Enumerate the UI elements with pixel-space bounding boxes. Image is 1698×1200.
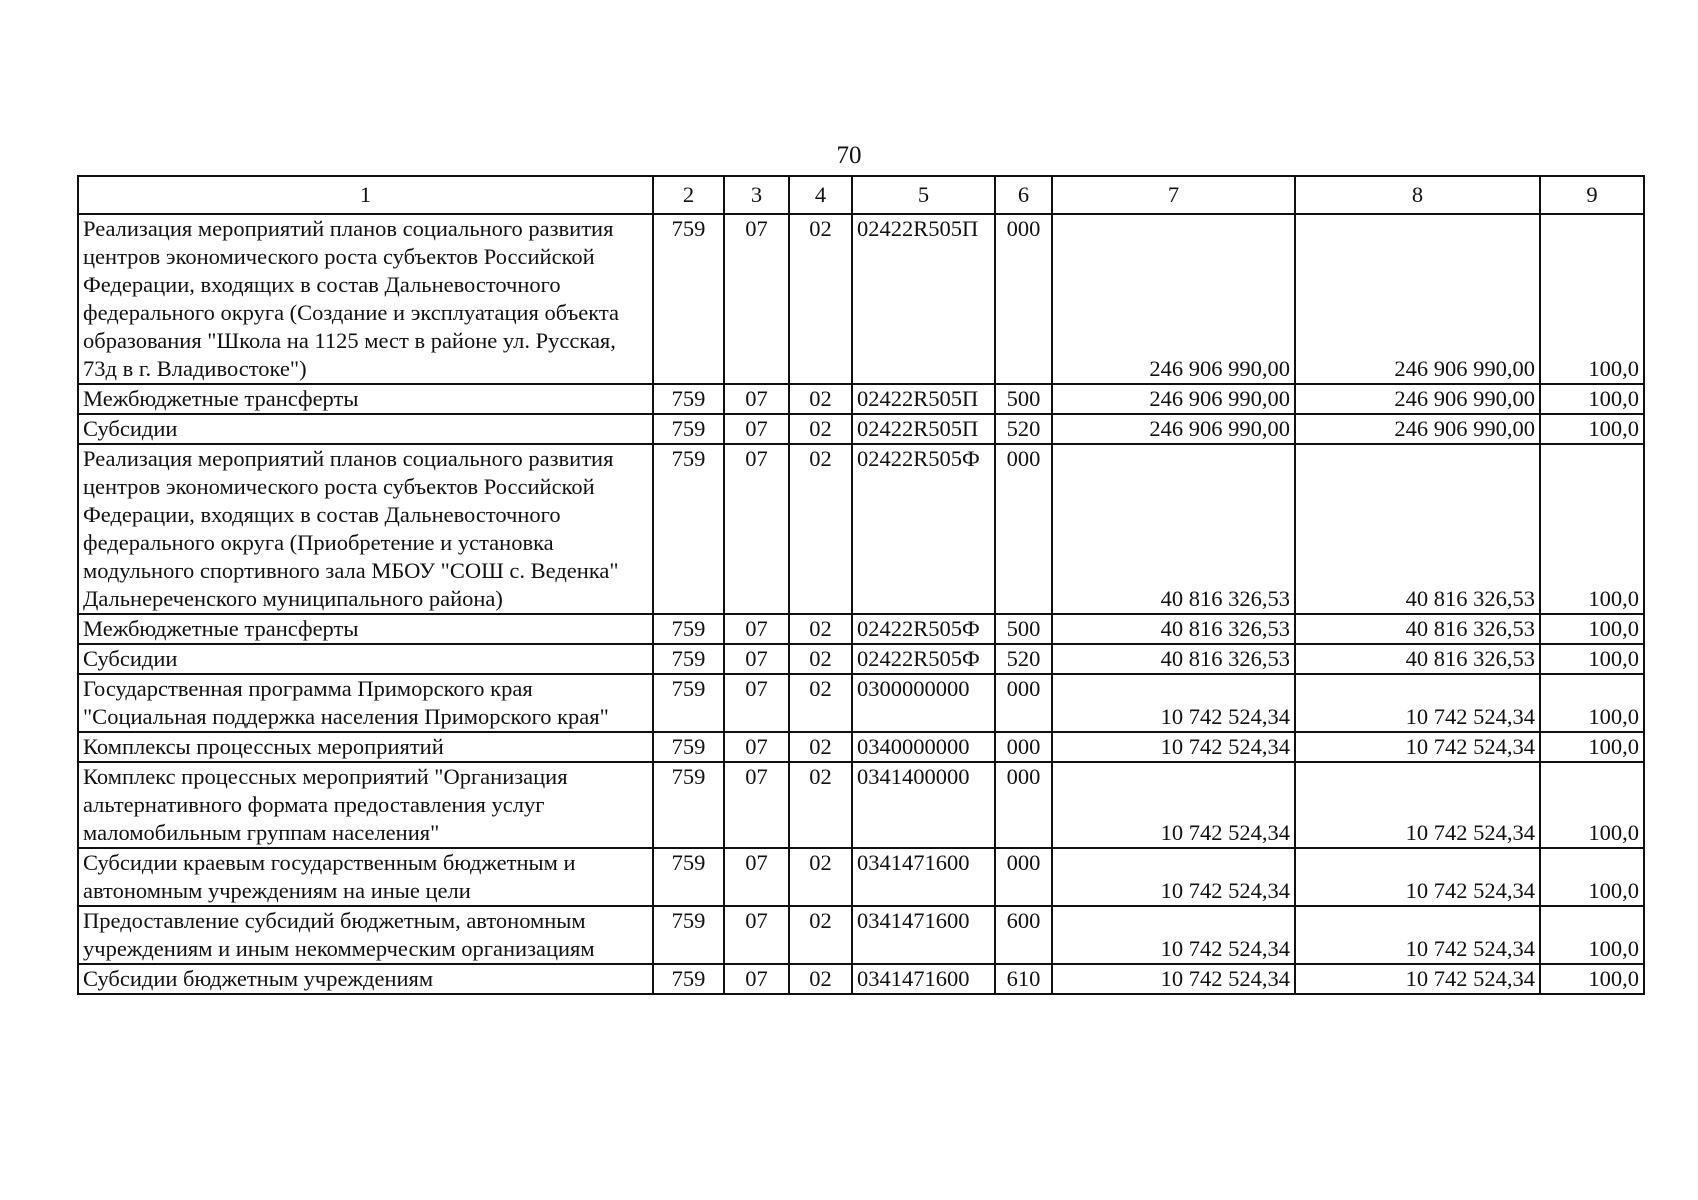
- row-code-cell: 02422R505Ф: [852, 614, 995, 644]
- row-percent-cell: 100,0: [1540, 848, 1644, 906]
- row-code-cell: 000: [995, 848, 1052, 906]
- row-amount-cell: 246 906 990,00: [1052, 384, 1295, 414]
- row-code-cell: 759: [653, 674, 724, 732]
- row-amount-cell: 246 906 990,00: [1295, 384, 1540, 414]
- row-code-cell: 02: [789, 214, 852, 384]
- row-amount-cell: 10 742 524,34: [1295, 906, 1540, 964]
- header-cell: 7: [1052, 176, 1295, 214]
- row-amount-cell: 40 816 326,53: [1295, 444, 1540, 614]
- header-cell: 6: [995, 176, 1052, 214]
- row-code-cell: 0341471600: [852, 964, 995, 994]
- table-row: [78, 444, 1644, 614]
- row-percent-cell: 100,0: [1540, 644, 1644, 674]
- row-amount-cell: 10 742 524,34: [1295, 732, 1540, 762]
- row-code-cell: 07: [724, 964, 789, 994]
- row-code-cell: 520: [995, 644, 1052, 674]
- row-name-cell: Предоставление субсидий бюджетным, автономным учреждениям и иным некоммерческим организациям: [78, 906, 653, 964]
- table-row: [78, 964, 1644, 994]
- row-code-cell: 02: [789, 674, 852, 732]
- row-code-cell: 600: [995, 906, 1052, 964]
- header-cell: 4: [789, 176, 852, 214]
- row-code-cell: 02: [789, 644, 852, 674]
- row-code-cell: 07: [724, 384, 789, 414]
- row-code-cell: 07: [724, 762, 789, 848]
- table-row: [78, 674, 1644, 732]
- row-code-cell: 07: [724, 848, 789, 906]
- header-cell: 8: [1295, 176, 1540, 214]
- row-amount-cell: 40 816 326,53: [1295, 614, 1540, 644]
- row-code-cell: 02: [789, 906, 852, 964]
- table-row: [78, 384, 1644, 414]
- row-percent-cell: 100,0: [1540, 732, 1644, 762]
- table-row: [78, 732, 1644, 762]
- row-percent-cell: 100,0: [1540, 444, 1644, 614]
- row-code-cell: 000: [995, 444, 1052, 614]
- row-percent-cell: 100,0: [1540, 384, 1644, 414]
- row-name-cell: Субсидии: [78, 414, 653, 444]
- row-code-cell: 02: [789, 444, 852, 614]
- row-percent-cell: 100,0: [1540, 762, 1644, 848]
- table-row: [78, 848, 1644, 906]
- row-name-cell: Государственная программа Приморского края "Социальная поддержка населения Приморского края": [78, 674, 653, 732]
- row-code-cell: 500: [995, 614, 1052, 644]
- row-code-cell: 759: [653, 614, 724, 644]
- row-code-cell: 610: [995, 964, 1052, 994]
- row-percent-cell: 100,0: [1540, 614, 1644, 644]
- row-code-cell: 759: [653, 384, 724, 414]
- header-cell: 1: [78, 176, 653, 214]
- row-code-cell: 02422R505Ф: [852, 644, 995, 674]
- row-code-cell: 07: [724, 732, 789, 762]
- row-code-cell: 000: [995, 674, 1052, 732]
- row-code-cell: 000: [995, 732, 1052, 762]
- header-cell: 5: [852, 176, 995, 214]
- row-code-cell: 02: [789, 848, 852, 906]
- row-code-cell: 759: [653, 848, 724, 906]
- row-name-cell: Комплексы процессных мероприятий: [78, 732, 653, 762]
- row-code-cell: 02: [789, 964, 852, 994]
- row-amount-cell: 40 816 326,53: [1052, 614, 1295, 644]
- row-percent-cell: 100,0: [1540, 964, 1644, 994]
- row-code-cell: 07: [724, 414, 789, 444]
- row-amount-cell: 10 742 524,34: [1052, 674, 1295, 732]
- table-row: [78, 614, 1644, 644]
- row-amount-cell: 10 742 524,34: [1052, 964, 1295, 994]
- row-code-cell: 759: [653, 214, 724, 384]
- row-amount-cell: 246 906 990,00: [1295, 214, 1540, 384]
- row-code-cell: 000: [995, 762, 1052, 848]
- row-name-cell: Субсидии краевым государственным бюджетным и автономным учреждениям на иные цели: [78, 848, 653, 906]
- row-name-cell: Реализация мероприятий планов социального развития центров экономического роста субъектов Российской Федерации, входящих в состав Дальневосточного федерального округа (Создание и эксплуатация объекта образования "Школа на 1125 мест в районе ул. Русская, 73д в г. Владивостоке"): [78, 214, 653, 384]
- header-cell: 2: [653, 176, 724, 214]
- row-name-cell: Межбюджетные трансферты: [78, 614, 653, 644]
- row-amount-cell: 10 742 524,34: [1295, 762, 1540, 848]
- row-amount-cell: 10 742 524,34: [1052, 848, 1295, 906]
- row-amount-cell: 246 906 990,00: [1052, 214, 1295, 384]
- table-row: [78, 414, 1644, 444]
- row-code-cell: 07: [724, 674, 789, 732]
- table-row: [78, 214, 1644, 384]
- row-code-cell: 07: [724, 906, 789, 964]
- row-code-cell: 759: [653, 444, 724, 614]
- header-cell: 3: [724, 176, 789, 214]
- page-number: 70: [836, 142, 862, 169]
- row-code-cell: 0341471600: [852, 848, 995, 906]
- row-code-cell: 000: [995, 214, 1052, 384]
- row-code-cell: 500: [995, 384, 1052, 414]
- row-code-cell: 02422R505П: [852, 214, 995, 384]
- table-row: [78, 644, 1644, 674]
- row-code-cell: 759: [653, 762, 724, 848]
- row-code-cell: 759: [653, 906, 724, 964]
- row-code-cell: 07: [724, 614, 789, 644]
- row-amount-cell: 10 742 524,34: [1295, 964, 1540, 994]
- row-amount-cell: 246 906 990,00: [1295, 414, 1540, 444]
- row-amount-cell: 40 816 326,53: [1052, 644, 1295, 674]
- row-code-cell: 07: [724, 444, 789, 614]
- row-amount-cell: 10 742 524,34: [1052, 906, 1295, 964]
- row-code-cell: 0340000000: [852, 732, 995, 762]
- row-name-cell: Межбюджетные трансферты: [78, 384, 653, 414]
- row-percent-cell: 100,0: [1540, 214, 1644, 384]
- row-amount-cell: 40 816 326,53: [1295, 644, 1540, 674]
- table-row: [78, 762, 1644, 848]
- row-name-cell: Реализация мероприятий планов социального развития центров экономического роста субъектов Российской Федерации, входящих в состав Дальневосточного федерального округа (Приобретение и установка модульного спортивного зала МБОУ "СОШ с. Веденка" Дальнереченского муниципального района): [78, 444, 653, 614]
- row-code-cell: 02422R505П: [852, 414, 995, 444]
- budget-table: [77, 175, 1645, 995]
- row-percent-cell: 100,0: [1540, 674, 1644, 732]
- row-amount-cell: 10 742 524,34: [1295, 848, 1540, 906]
- row-code-cell: 02: [789, 414, 852, 444]
- row-code-cell: 759: [653, 732, 724, 762]
- row-code-cell: 02422R505П: [852, 384, 995, 414]
- row-code-cell: 07: [724, 644, 789, 674]
- row-percent-cell: 100,0: [1540, 414, 1644, 444]
- row-amount-cell: 246 906 990,00: [1052, 414, 1295, 444]
- row-percent-cell: 100,0: [1540, 906, 1644, 964]
- row-code-cell: 759: [653, 964, 724, 994]
- row-code-cell: 02: [789, 762, 852, 848]
- row-code-cell: 02422R505Ф: [852, 444, 995, 614]
- row-amount-cell: 10 742 524,34: [1052, 762, 1295, 848]
- row-code-cell: 520: [995, 414, 1052, 444]
- row-amount-cell: 40 816 326,53: [1052, 444, 1295, 614]
- table-header-row: [78, 176, 1644, 214]
- row-code-cell: 759: [653, 644, 724, 674]
- row-code-cell: 02: [789, 614, 852, 644]
- header-cell: 9: [1540, 176, 1644, 214]
- row-code-cell: 02: [789, 732, 852, 762]
- row-name-cell: Комплекс процессных мероприятий "Организация альтернативного формата предоставления услуг маломобильным группам населения": [78, 762, 653, 848]
- row-code-cell: 0300000000: [852, 674, 995, 732]
- row-code-cell: 759: [653, 414, 724, 444]
- row-name-cell: Субсидии бюджетным учреждениям: [78, 964, 653, 994]
- table-row: [78, 906, 1644, 964]
- row-code-cell: 02: [789, 384, 852, 414]
- row-name-cell: Субсидии: [78, 644, 653, 674]
- row-amount-cell: 10 742 524,34: [1295, 674, 1540, 732]
- row-code-cell: 0341400000: [852, 762, 995, 848]
- row-code-cell: 0341471600: [852, 906, 995, 964]
- row-code-cell: 07: [724, 214, 789, 384]
- row-amount-cell: 10 742 524,34: [1052, 732, 1295, 762]
